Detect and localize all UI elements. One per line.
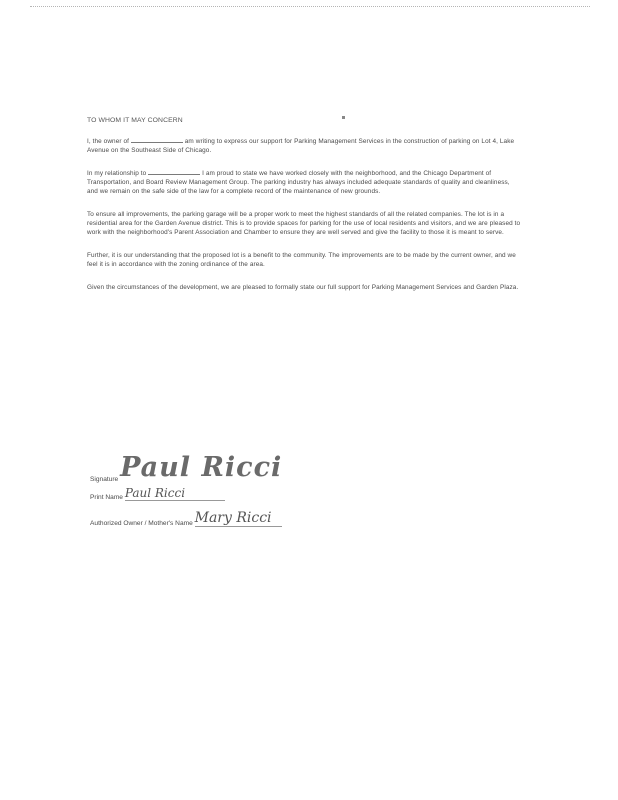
authorized-owner-label: Authorized Owner / Mother's Name xyxy=(90,520,193,527)
letter-heading: TO WHOM IT MAY CONCERN xyxy=(87,117,183,124)
paragraph-3: To ensure all improvements, the parking garage will be a proper work to meet the highest standards of all the related companies. The lot is in a residential area for the Garden Avenue district. This is to provide spaces for parking for the use of local residents and visitors, and we are pleased to work with the neighborhood's Parent Association and Chamber to ensure they are well served and give the facility to those it is meant to serve. xyxy=(87,211,521,236)
letter-body xyxy=(87,116,522,306)
paragraph-2 xyxy=(87,169,522,196)
authorized-owner-row xyxy=(90,510,282,527)
paragraph-2-text: I am proud to state we have worked closely with the neighborhood, and the Chicago Department of Transportation, and Board Review Management Group. The parking industry has always included adequate standards of quality and cleanliness, and we remain on the safe side of the law for a complete record of the maintenance of new grounds. xyxy=(87,170,510,195)
print-name-row xyxy=(90,486,225,501)
print-name-label: Print Name xyxy=(90,494,123,501)
print-name-value: Paul Ricci xyxy=(125,486,225,501)
authorized-owner-signature: Mary Ricci xyxy=(195,510,282,527)
paragraph-2-lead: In my relationship to xyxy=(87,170,147,177)
owner-name-blank xyxy=(131,142,183,143)
paragraph-5: Given the circumstances of the development, we are pleased to formally state our full support for Parking Management Services and Garden Plaza. xyxy=(87,284,519,291)
handwritten-signature: Paul Ricci xyxy=(120,452,283,483)
scan-header-artifact xyxy=(30,6,590,11)
paragraph-1-text: am writing to express our support for Parking Management Services in the construction of parking on Lot 4, Lake Avenue on the Southeast Side of Chicago. xyxy=(87,138,515,154)
paragraph-1-lead: I, the owner of xyxy=(87,138,129,145)
signature-row xyxy=(90,452,282,483)
paragraph-4: Further, it is our understanding that the proposed lot is a benefit to the community. The improvements are to be made by the current owner, and we feel it is in accordance with the zoning ordinance of the area. xyxy=(87,252,516,268)
paragraph-1 xyxy=(87,137,522,155)
relationship-blank xyxy=(148,174,200,175)
signature-label: Signature xyxy=(90,476,119,483)
